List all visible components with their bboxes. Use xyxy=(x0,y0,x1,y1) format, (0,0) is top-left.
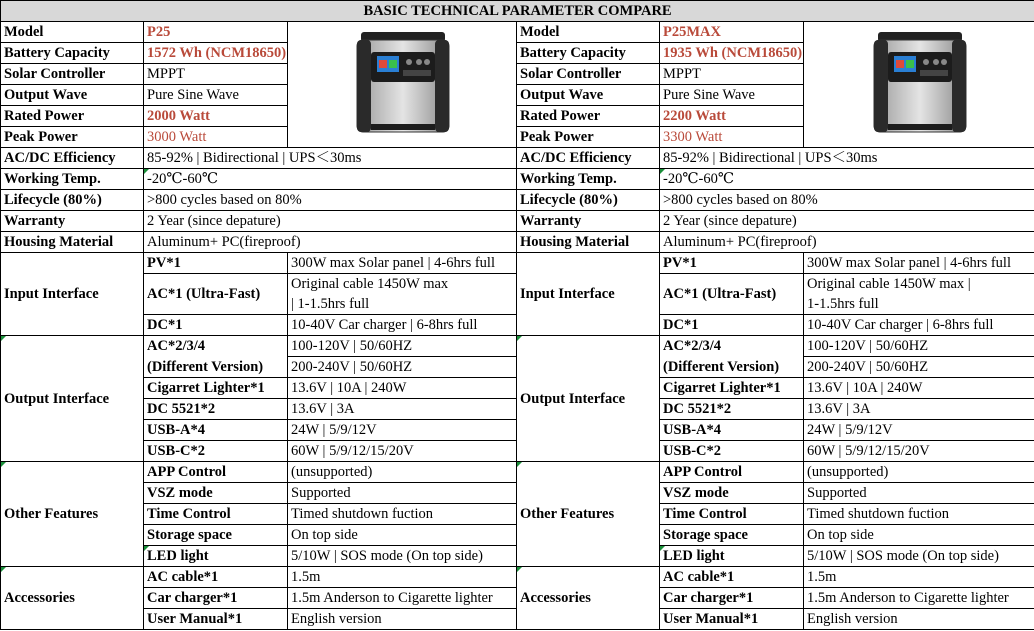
usb-c-value: 60W | 5/9/12/15/20V xyxy=(804,441,1034,462)
pv-label: PV*1 xyxy=(144,253,288,274)
time-control-value: Timed shutdown fuction xyxy=(804,504,1034,525)
led-light-label: LED light xyxy=(660,546,804,567)
power-station-image xyxy=(347,26,457,138)
usb-a-label: USB-A*4 xyxy=(660,420,804,441)
dc-input-label: DC*1 xyxy=(144,315,288,336)
accessories-label: Accessories xyxy=(517,567,660,630)
ac-input-label: AC*1 (Ultra-Fast) xyxy=(144,274,288,315)
dc5521-label: DC 5521*2 xyxy=(144,399,288,420)
usb-c-label: USB-C*2 xyxy=(144,441,288,462)
rated-power-value: 2200 Watt xyxy=(660,106,804,127)
battery-value: 1572 Wh (NCM18650) xyxy=(144,43,288,64)
rated-power-label: Rated Power xyxy=(1,106,144,127)
solar-value: MPPT xyxy=(660,64,804,85)
app-control-label: APP Control xyxy=(144,462,288,483)
car-charger-value: 1.5m Anderson to Cigarette lighter xyxy=(804,588,1034,609)
rated-power-value: 2000 Watt xyxy=(144,106,288,127)
cigarette-lighter-label: Cigarret Lighter*1 xyxy=(144,378,288,399)
peak-power-label: Peak Power xyxy=(517,127,660,148)
ac-input-value-line1: Original cable 1450W max | xyxy=(804,274,1034,295)
car-charger-label: Car charger*1 xyxy=(660,588,804,609)
model-value: P25 xyxy=(144,22,288,43)
input-interface-label: Input Interface xyxy=(517,253,660,336)
cigarette-lighter-value: 13.6V | 10A | 240W xyxy=(804,378,1034,399)
car-charger-value: 1.5m Anderson to Cigarette lighter xyxy=(288,588,517,609)
dc5521-label: DC 5521*2 xyxy=(660,399,804,420)
car-charger-label: Car charger*1 xyxy=(144,588,288,609)
dc5521-value: 13.6V | 3A xyxy=(804,399,1034,420)
lifecycle-label: Lifecycle (80%) xyxy=(517,190,660,211)
rated-power-label: Rated Power xyxy=(517,106,660,127)
other-features-label: Other Features xyxy=(1,462,144,567)
app-control-value: (unsupported) xyxy=(804,462,1034,483)
ac-output-label-line2: (Different Version) xyxy=(660,357,804,378)
pv-value: 300W max Solar panel | 4-6hrs full xyxy=(288,253,517,274)
user-manual-value: English version xyxy=(288,609,517,630)
vsz-mode-label: VSZ mode xyxy=(144,483,288,504)
app-control-value: (unsupported) xyxy=(288,462,517,483)
pv-label: PV*1 xyxy=(660,253,804,274)
ac-cable-value: 1.5m xyxy=(804,567,1034,588)
efficiency-value: 85-92% | Bidirectional | UPS＜30ms xyxy=(144,148,517,169)
accessories-label: Accessories xyxy=(1,567,144,630)
lifecycle-value: >800 cycles based on 80% xyxy=(144,190,517,211)
storage-label: Storage space xyxy=(144,525,288,546)
warranty-label: Warranty xyxy=(517,211,660,232)
storage-label: Storage space xyxy=(660,525,804,546)
cigarette-lighter-value: 13.6V | 10A | 240W xyxy=(288,378,517,399)
usb-a-value: 24W | 5/9/12V xyxy=(288,420,517,441)
dc-input-label: DC*1 xyxy=(660,315,804,336)
peak-power-value: 3000 Watt xyxy=(144,127,288,148)
vsz-mode-value: Supported xyxy=(288,483,517,504)
ac-output-value-2: 200-240V | 50/60HZ xyxy=(288,357,517,378)
efficiency-value: 85-92% | Bidirectional | UPS＜30ms xyxy=(660,148,1034,169)
ac-output-label-line1: AC*2/3/4 xyxy=(660,336,804,357)
cigarette-lighter-label: Cigarret Lighter*1 xyxy=(660,378,804,399)
housing-value: Aluminum+ PC(fireproof) xyxy=(660,232,1034,253)
output-interface-label: Output Interface xyxy=(1,336,144,462)
app-control-label: APP Control xyxy=(660,462,804,483)
warranty-value: 2 Year (since depature) xyxy=(660,211,1034,232)
ac-cable-label: AC cable*1 xyxy=(144,567,288,588)
vsz-mode-value: Supported xyxy=(804,483,1034,504)
time-control-label: Time Control xyxy=(144,504,288,525)
dc-input-value: 10-40V Car charger | 6-8hrs full xyxy=(804,315,1034,336)
other-features-label: Other Features xyxy=(517,462,660,567)
ac-output-value-1: 100-120V | 50/60HZ xyxy=(288,336,517,357)
led-light-label: LED light xyxy=(144,546,288,567)
housing-label: Housing Material xyxy=(1,232,144,253)
peak-power-label: Peak Power xyxy=(1,127,144,148)
housing-label: Housing Material xyxy=(517,232,660,253)
user-manual-label: User Manual*1 xyxy=(144,609,288,630)
model-label: Model xyxy=(517,22,660,43)
temp-value: -20℃-60℃ xyxy=(144,169,517,190)
ac-cable-label: AC cable*1 xyxy=(660,567,804,588)
power-station-image xyxy=(864,26,974,138)
temp-label: Working Temp. xyxy=(517,169,660,190)
user-manual-value: English version xyxy=(804,609,1034,630)
temp-label: Working Temp. xyxy=(1,169,144,190)
output-interface-label: Output Interface xyxy=(517,336,660,462)
ac-output-value-1: 100-120V | 50/60HZ xyxy=(804,336,1034,357)
time-control-value: Timed shutdown fuction xyxy=(288,504,517,525)
product-image-cell xyxy=(288,22,517,148)
usb-c-label: USB-C*2 xyxy=(660,441,804,462)
housing-value: Aluminum+ PC(fireproof) xyxy=(144,232,517,253)
warranty-label: Warranty xyxy=(1,211,144,232)
user-manual-label: User Manual*1 xyxy=(660,609,804,630)
efficiency-label: AC/DC Efficiency xyxy=(1,148,144,169)
table-title: BASIC TECHNICAL PARAMETER COMPARE xyxy=(1,1,1034,22)
ac-input-value-line2: | 1-1.5hrs full xyxy=(288,294,517,315)
time-control-label: Time Control xyxy=(660,504,804,525)
vsz-mode-label: VSZ mode xyxy=(660,483,804,504)
product-image-cell xyxy=(804,22,1034,148)
dc5521-value: 13.6V | 3A xyxy=(288,399,517,420)
solar-value: MPPT xyxy=(144,64,288,85)
efficiency-label: AC/DC Efficiency xyxy=(517,148,660,169)
ac-output-value-2: 200-240V | 50/60HZ xyxy=(804,357,1034,378)
usb-c-value: 60W | 5/9/12/15/20V xyxy=(288,441,517,462)
wave-value: Pure Sine Wave xyxy=(144,85,288,106)
battery-label: Battery Capacity xyxy=(517,43,660,64)
ac-input-value-line1: Original cable 1450W max xyxy=(288,274,517,295)
lifecycle-value: >800 cycles based on 80% xyxy=(660,190,1034,211)
wave-label: Output Wave xyxy=(1,85,144,106)
ac-input-value-line2: 1-1.5hrs full xyxy=(804,294,1034,315)
battery-label: Battery Capacity xyxy=(1,43,144,64)
led-light-value: 5/10W | SOS mode (On top side) xyxy=(288,546,517,567)
model-label: Model xyxy=(1,22,144,43)
model-value: P25MAX xyxy=(660,22,804,43)
storage-value: On top side xyxy=(804,525,1034,546)
pv-value: 300W max Solar panel | 4-6hrs full xyxy=(804,253,1034,274)
usb-a-label: USB-A*4 xyxy=(144,420,288,441)
solar-label: Solar Controller xyxy=(517,64,660,85)
peak-power-value: 3300 Watt xyxy=(660,127,804,148)
temp-value: -20℃-60℃ xyxy=(660,169,1034,190)
lifecycle-label: Lifecycle (80%) xyxy=(1,190,144,211)
wave-value: Pure Sine Wave xyxy=(660,85,804,106)
ac-input-label: AC*1 (Ultra-Fast) xyxy=(660,274,804,315)
warranty-value: 2 Year (since depature) xyxy=(144,211,517,232)
wave-label: Output Wave xyxy=(517,85,660,106)
solar-label: Solar Controller xyxy=(1,64,144,85)
ac-cable-value: 1.5m xyxy=(288,567,517,588)
ac-output-label-line2: (Different Version) xyxy=(144,357,288,378)
battery-value: 1935 Wh (NCM18650) xyxy=(660,43,804,64)
input-interface-label: Input Interface xyxy=(1,253,144,336)
dc-input-value: 10-40V Car charger | 6-8hrs full xyxy=(288,315,517,336)
led-light-value: 5/10W | SOS mode (On top side) xyxy=(804,546,1034,567)
ac-output-label-line1: AC*2/3/4 xyxy=(144,336,288,357)
usb-a-value: 24W | 5/9/12V xyxy=(804,420,1034,441)
storage-value: On top side xyxy=(288,525,517,546)
